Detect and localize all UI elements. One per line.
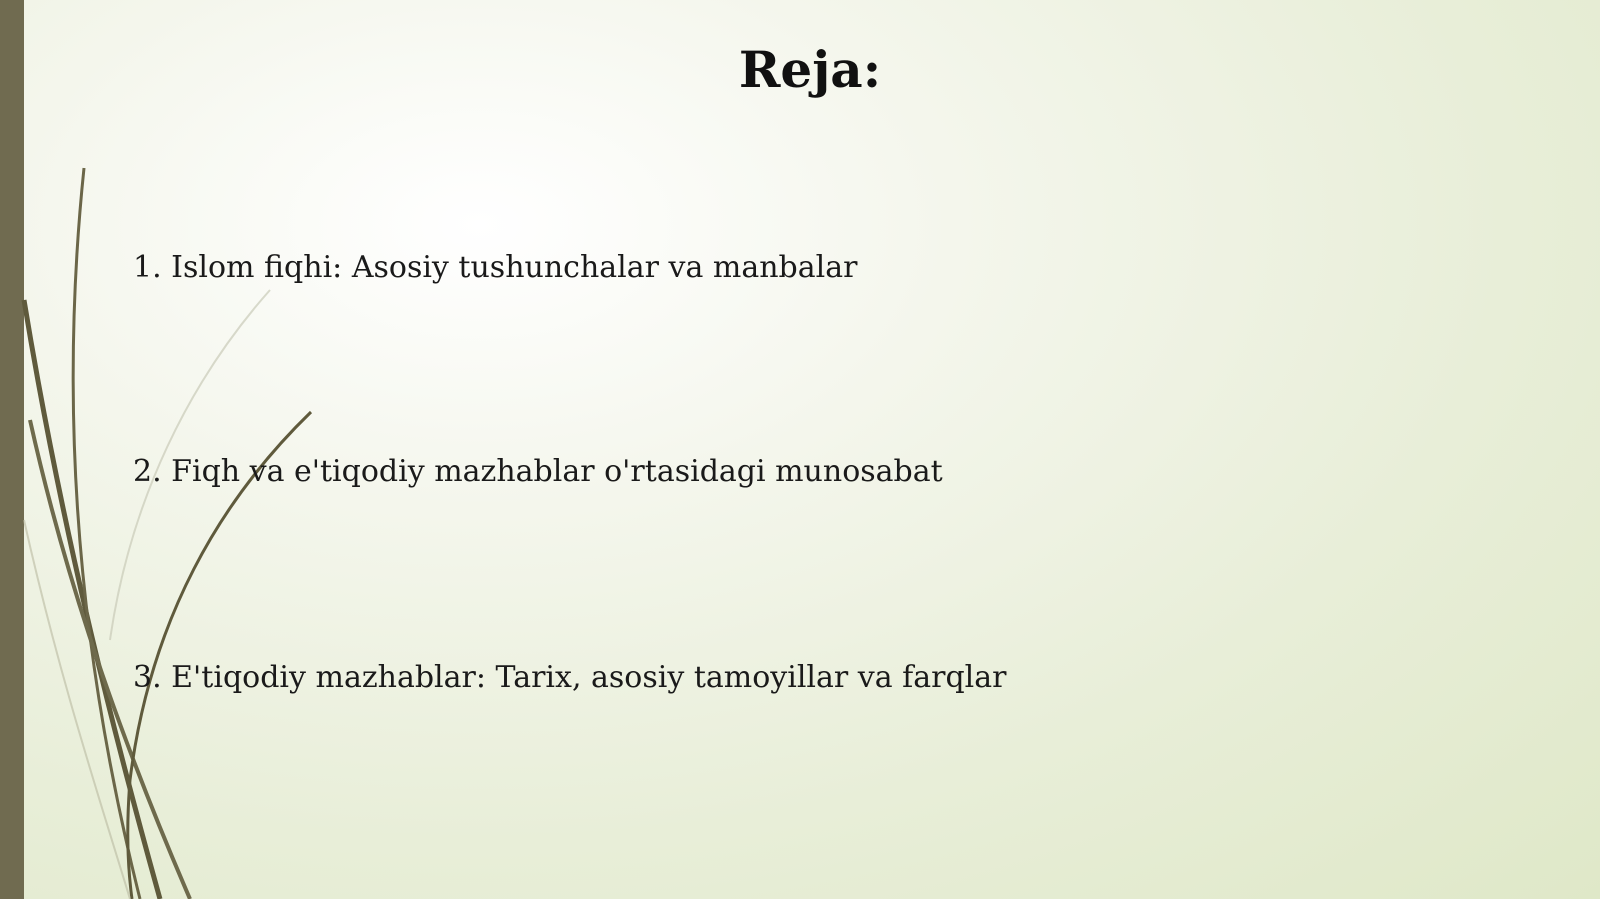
list-item: 3. E'tiqodiy mazhablar: Tarix, asosiy tamoyillar va farqlar bbox=[133, 660, 1007, 695]
list-item: 2. Fiqh va e'tiqodiy mazhablar o'rtasidagi munosabat bbox=[133, 454, 943, 489]
slide-title: Reja: bbox=[738, 40, 882, 99]
grass-blade bbox=[24, 300, 160, 899]
list-item: 1. Islom fiqhi: Asosiy tushunchalar va manbalar bbox=[133, 250, 858, 285]
grass-decoration bbox=[0, 0, 400, 899]
